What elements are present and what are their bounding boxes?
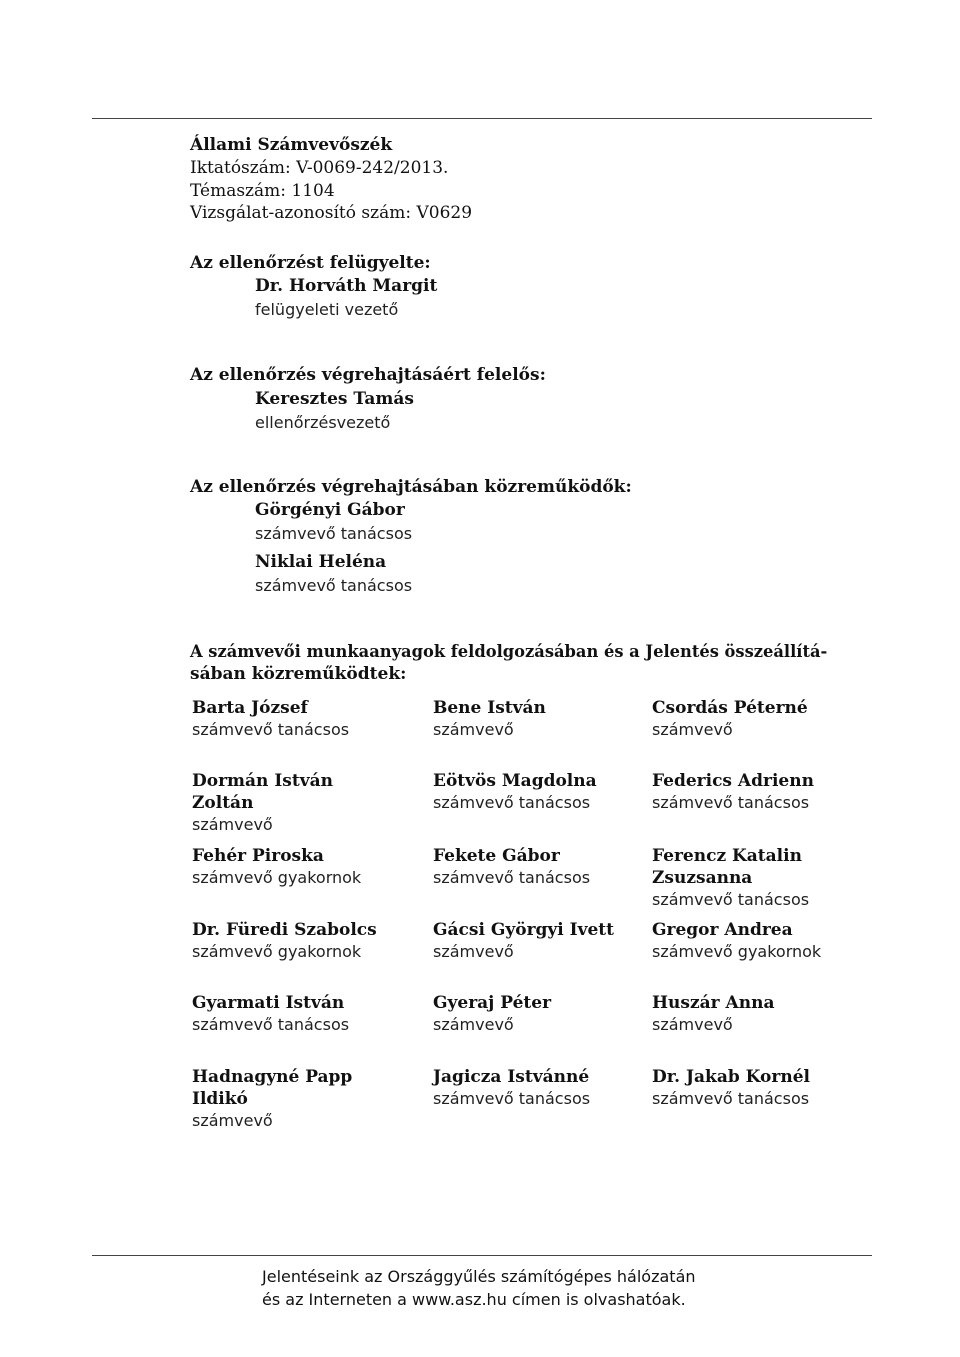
member-name: Huszár Anna — [652, 993, 775, 1013]
tema-szam: Témaszám: 1104 — [190, 181, 335, 201]
report-team-heading-line1: A számvevői munkaanyagok feldolgozásában és a Jelentés összeállítá- — [190, 642, 828, 661]
team-member — [652, 770, 862, 813]
member-name: Jagicza Istvánné — [433, 1067, 590, 1087]
member-role: számvevő — [652, 1015, 733, 1034]
team-member — [652, 992, 862, 1035]
footer-line1: Jelentéseink az Országgyűlés számítógépes hálózatán — [262, 1267, 696, 1286]
supervisor-name: Dr. Horváth Margit — [255, 276, 438, 296]
member-name: Fekete Gábor — [433, 846, 560, 866]
member-role: számvevő tanácsos — [652, 793, 810, 812]
member-name: Fehér Piroska — [192, 846, 324, 866]
member-name: Barta József — [192, 698, 308, 718]
member-name: Hadnagyné Papp Ildikó — [192, 1067, 353, 1109]
member-role: számvevő tanácsos — [652, 890, 810, 909]
team-member — [433, 1066, 643, 1109]
member-role: számvevő — [433, 942, 514, 961]
top-rule — [92, 118, 872, 119]
vizsgalat-azonosito: Vizsgálat-azonosító szám: V0629 — [190, 203, 473, 223]
member-role: számvevő — [652, 720, 733, 739]
member-name: Dormán István Zoltán — [192, 771, 333, 813]
team-member — [433, 845, 643, 888]
org-name: Állami Számvevőszék — [190, 135, 393, 155]
member-name: Eötvös Magdolna — [433, 771, 597, 791]
contributor-role: számvevő tanácsos — [255, 524, 413, 543]
member-role: számvevő — [192, 815, 273, 834]
responsible-heading: Az ellenőrzés végrehajtásáért felelős: — [190, 365, 546, 385]
member-name: Gregor Andrea — [652, 920, 793, 940]
member-role: számvevő — [433, 720, 514, 739]
team-member — [433, 697, 643, 740]
contributor-name: Niklai Heléna — [255, 552, 387, 572]
footer-rule — [92, 1255, 872, 1256]
member-role: számvevő tanácsos — [652, 1089, 810, 1108]
member-name: Dr. Jakab Kornél — [652, 1067, 810, 1087]
team-member — [433, 919, 643, 962]
member-name: Csordás Péterné — [652, 698, 808, 718]
team-member — [652, 1066, 862, 1109]
member-role: számvevő — [192, 1111, 273, 1130]
member-role: számvevő tanácsos — [192, 1015, 350, 1034]
member-name: Gyeraj Péter — [433, 993, 552, 1013]
member-role: számvevő tanácsos — [192, 720, 350, 739]
team-member — [192, 992, 402, 1035]
supervisor-role: felügyeleti vezető — [255, 300, 399, 319]
member-name: Federics Adrienn — [652, 771, 814, 791]
team-member — [192, 845, 402, 888]
team-member — [192, 697, 402, 740]
team-member — [192, 770, 362, 835]
member-name: Ferencz Katalin Zsuzsanna — [652, 846, 802, 888]
member-role: számvevő gyakornok — [192, 868, 362, 887]
footer-line2: és az Interneten a www.asz.hu címen is olvashatóak. — [262, 1290, 686, 1309]
team-member — [652, 919, 862, 962]
report-team-heading-line2: sában közreműködtek: — [190, 664, 407, 684]
team-member — [433, 770, 643, 813]
member-role: számvevő gyakornok — [652, 942, 822, 961]
member-name: Bene István — [433, 698, 546, 718]
member-role: számvevő gyakornok — [192, 942, 362, 961]
team-member — [652, 697, 862, 740]
member-name: Dr. Füredi Szabolcs — [192, 920, 377, 940]
team-member — [433, 992, 643, 1035]
contributor-name: Görgényi Gábor — [255, 500, 405, 520]
member-name: Gácsi Györgyi Ivett — [433, 920, 615, 940]
member-role: számvevő — [433, 1015, 514, 1034]
member-role: számvevő tanácsos — [433, 868, 591, 887]
contributors-heading: Az ellenőrzés végrehajtásában közreműködők: — [190, 477, 632, 497]
iktato-szam: Iktatószám: V-0069-242/2013. — [190, 158, 449, 178]
member-name: Gyarmati István — [192, 993, 345, 1013]
team-member — [192, 1066, 382, 1131]
responsible-role: ellenőrzésvezető — [255, 413, 391, 432]
team-member — [652, 845, 822, 910]
contributor-role: számvevő tanácsos — [255, 576, 413, 595]
responsible-name: Keresztes Tamás — [255, 389, 414, 409]
member-role: számvevő tanácsos — [433, 1089, 591, 1108]
member-role: számvevő tanácsos — [433, 793, 591, 812]
team-member — [192, 919, 402, 962]
supervision-heading: Az ellenőrzést felügyelte: — [190, 253, 431, 273]
